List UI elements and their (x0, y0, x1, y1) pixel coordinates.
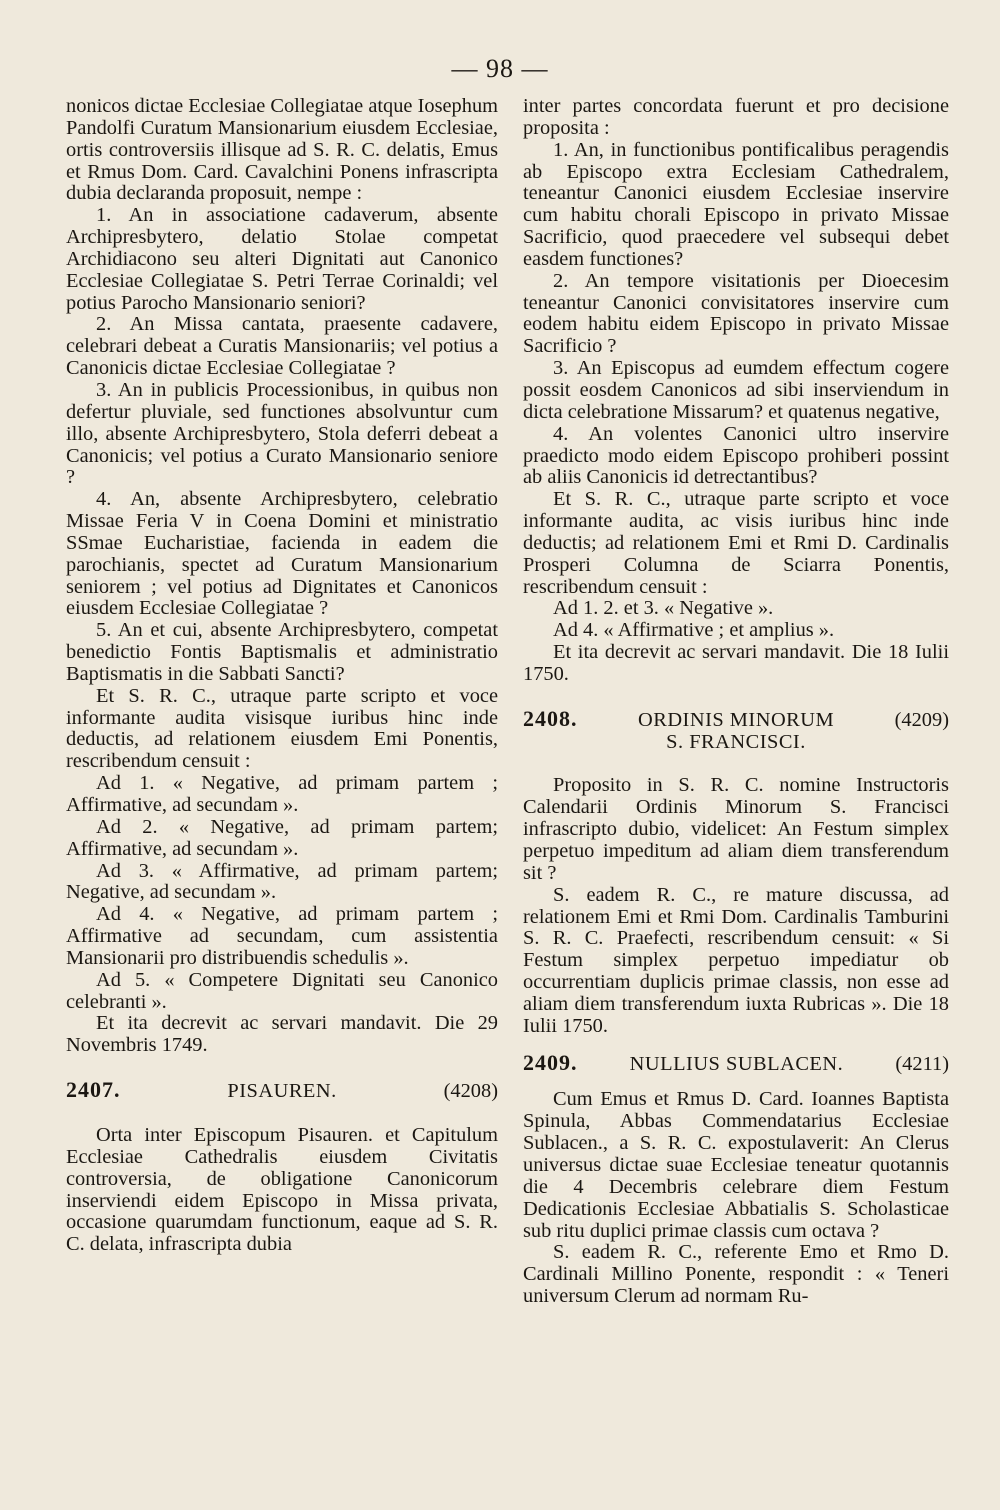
dubium-3: 3. An Episcopus ad eumdem effectum cogere possit eosdem Canonicos ad sibi inserviendum in dicta celebratione Missarum? et quatenus negative, (523, 357, 949, 423)
decree-closing: Et ita decrevit ac servari mandavit. Die 18 Iulii 1750. (523, 641, 949, 685)
section-heading-2409 (523, 1049, 949, 1076)
paragraph: nonicos dictae Ecclesiae Collegiatae atque Iosephum Pandolfi Curatum Mansionarium eiusdem Ecclesiae, ortis controversiis illisque ad S. R. C. delatis, Emus et Rmus Dom. Card. Cavalchini Ponens infrascripta dubia declaranda proposuit, nempe : (66, 95, 498, 205)
section-number: 2408. (523, 705, 578, 731)
section-ref: (4211) (895, 1052, 949, 1075)
answer-4: Ad 4. « Affirmative ; et amplius ». (553, 619, 835, 642)
answer-3: Ad 3. « Affirmative, ad primam partem; Negative, ad secundam ». (66, 859, 498, 904)
answer-5: Ad 5. « Competere Dignitati seu Canonico celebranti ». (66, 968, 498, 1013)
section-heading-2407 (66, 1079, 498, 1103)
paragraph: S. eadem R. C., referente Emo et Rmo D. Cardinali Millino Ponente, respondit : « Teneri universum Clerum ad normam Ru- (523, 1241, 949, 1308)
section-number: 2407. (66, 1077, 121, 1103)
paragraph: Orta inter Episcopum Pisauren. et Capitulum Ecclesiae Cathedralis eiusdem Civitatis controversia, de obligatione Canonicorum inserviendi eidem Episcopo in Missa privata, occasione quarumdam functionum, eaque ad S. R. C. delata, infrascripta dubia (66, 1123, 498, 1256)
dubium-3: 3. An in publicis Processionibus, in quibus non defertur pluviale, sed functiones absolvuntur cum illo, absente Archipresbytero, Stola deferri debeat a Canonicis; vel potius a Curato Mansionario seniore ? (66, 378, 498, 489)
dubium-5: 5. An et cui, absente Archipresbytero, competat benedictio Fontis Baptismalis et administratio Baptismatis in die Sabbati Sancti? (66, 619, 498, 685)
rescript-intro: Et S. R. C., utraque parte scripto et voce informante audita visisque iuribus hinc inde deductis, ad relationem eiusdem Emi Ponentis, rescribendum censuit : (66, 684, 498, 773)
paragraph: S. eadem R. C., re mature discussa, ad relationem Emi et Rmi Dom. Cardinalis Tamburini S. R. C. Praefecti, rescribendum censuit: « Si Festum simplex perpetuo impediatur ob occurrentiam duplicis primae classis, non esse ad aliam diem transferendum iuxta Rubricas ». Die 18 Iulii 1750. (523, 883, 949, 1037)
dubium-2: 2. An Missa cantata, praesente cadavere, celebrari debeat a Curatis Mansionariis; vel potius a Canonicis dictae Ecclesiae Collegiatae ? (66, 313, 498, 380)
answer-4: Ad 4. « Negative, ad primam partem ; Affirmative ad secundam, cum assistentia Mansionarii pro distribuendis schedulis ». (66, 903, 498, 969)
section-number: 2409. (523, 1049, 578, 1075)
section-title: ORDINIS MINORUM (638, 708, 835, 731)
answer-1: Ad 1. « Negative, ad primam partem ; Affirmative, ad secundam ». (66, 772, 498, 816)
paragraph: Proposito in S. R. C. nomine Instructoris Calendarii Ordinis Minorum S. Francisci infrascripto dubio, videlicet: An Festum simplex perpetuo impeditum ad aliam diem transferendum sit ? (523, 774, 949, 884)
section-heading-2408 (523, 705, 949, 732)
paragraph: Cum Emus et Rmus D. Card. Ioannes Baptista Spinula, Abbas Commendatarius Ecclesiae Sublacen., a S. R. C. expostulaverit: An Clerus universus dictae suae Ecclesiae teneatur quotannis die 4 Decembris celebrare diem Festum Dedicationis Ecclesiae Abbatialis S. Scholasticae sub ritu duplici primae classis cum octava ? (523, 1088, 949, 1242)
left-column (66, 96, 498, 1256)
dubium-1: 1. An, in functionibus pontificalibus peragendis ab Episcopo extra Ecclesiam Cathedralem, teneantur Canonici eiusdem Ecclesiae inservire cum habitu chorali Episcopo in privato Missae Sacrificio, quod praecedere vel subsequi debet easdem functiones? (523, 138, 949, 270)
answer-1-2-3: Ad 1. 2. et 3. « Negative ». (553, 597, 774, 620)
section-ref: (4209) (894, 708, 949, 731)
section-title: PISAUREN. (227, 1080, 337, 1103)
dubium-4: 4. An volentes Canonici ultro inservire praedicto modo eidem Episcopo prohiberi possint ab aliis Canonicis id detrectantibus? (523, 422, 949, 489)
dubium-2: 2. An tempore visitationis per Dioecesim teneantur Canonici convisitatores inservire cum eodem habitu eidem Episcopo in privato Missae Sacrificio ? (523, 269, 949, 358)
rescript-intro: Et S. R. C., utraque parte scripto et voce informante audita, ac visis iuribus hinc inde deductis; ad relationem Emi et Rmi D. Cardinalis Prosperi Columna de Sciarra Ponentis, rescribendum censuit : (523, 488, 949, 598)
paragraph: inter partes concordata fuerunt et pro decisione proposita : (523, 95, 949, 139)
right-column (523, 96, 949, 1308)
page-number: — 98 — (451, 54, 549, 83)
section-title: NULLIUS SUBLACEN. (629, 1052, 844, 1075)
dubium-1: 1. An in associatione cadaverum, absente Archipresbytero, delatio Stolae competat Archidiacono seu alteri Dignitati aut Canonico Ecclesiae Collegiatae S. Petri Terrae Corinaldi; vel potius Parocho Mansionario seniori? (66, 204, 498, 314)
dubium-4: 4. An, absente Archipresbytero, celebratio Missae Feria V in Coena Domini et ministratio SSmae Eucharistiae, facienda in eadem die parochianis, spectet ad Curatum Mansionarium seniorem ; vel potius ad Dignitates et Canonicos eiusdem Ecclesiae Collegiatae ? (66, 488, 498, 620)
section-ref: (4208) (443, 1080, 498, 1103)
section-subtitle: S. FRANCISCI. (666, 730, 806, 753)
decree-closing: Et ita decrevit ac servari mandavit. Die 29 Novembris 1749. (66, 1012, 498, 1057)
answer-2: Ad 2. « Negative, ad primam partem; Affirmative, ad secundam ». (66, 815, 498, 860)
